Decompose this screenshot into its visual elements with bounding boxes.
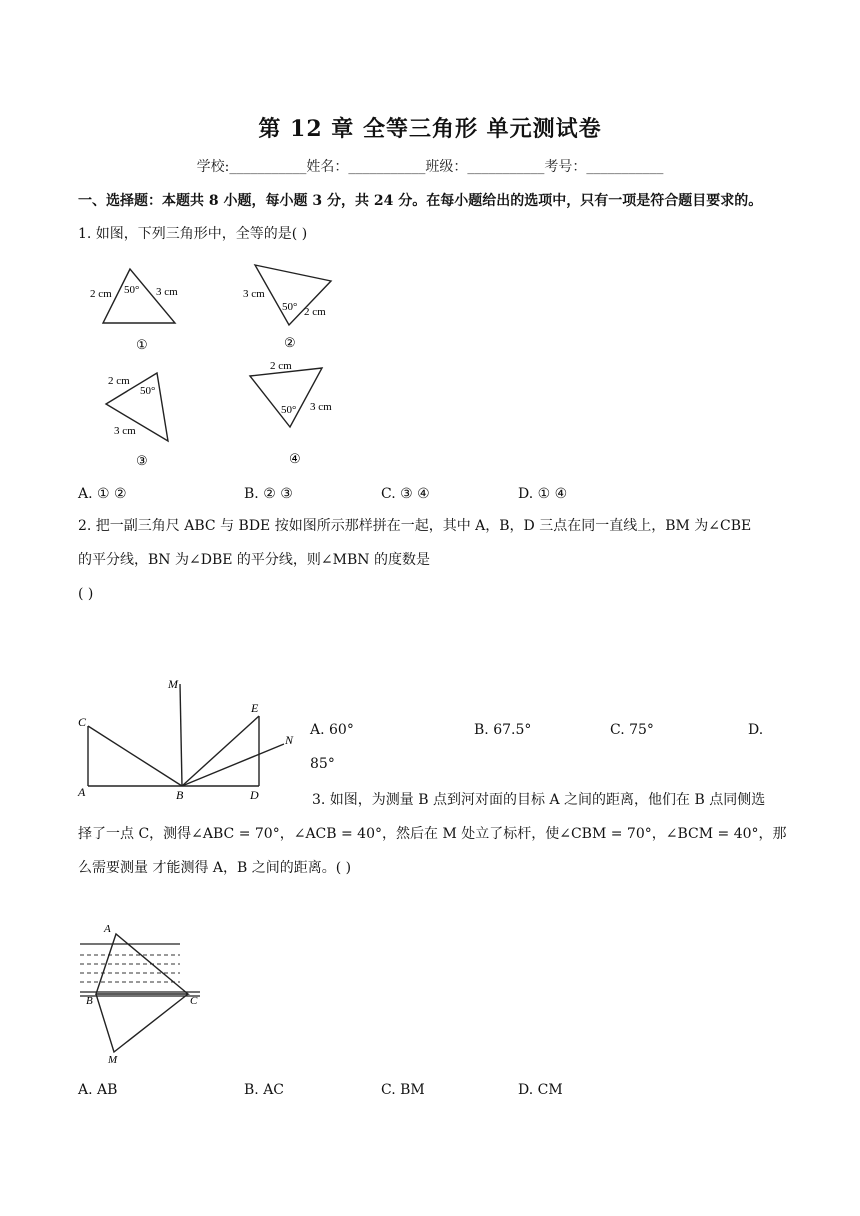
- q3-stem-line2: 择了一点 C，测得∠ABC = 70°，∠ACB = 40°，然后在 M 处立了标杆，使∠CBM = 70°，∠BCM = 40°，那: [78, 826, 787, 842]
- q3-figure: [72, 920, 207, 1068]
- q2-label-b: B: [176, 788, 184, 802]
- q3-stem-line3: 么需要测量 才能测得 A，B 之间的距离。( ): [78, 860, 352, 876]
- t4-top-label: 2 cm: [270, 360, 292, 372]
- q2-option-a: A. 60°: [310, 722, 354, 738]
- t3-bottom-label: 3 cm: [114, 425, 136, 437]
- t4-right-label: 3 cm: [310, 401, 332, 413]
- t4-number: ④: [289, 451, 301, 466]
- q2-stem-line1: 2. 把一副三角尺 ABC 与 BDE 按如图所示那样拼在一起，其中 A，B，D 三点在同一直线上，BM 为∠CBE: [78, 518, 752, 534]
- q2-label-e: E: [251, 701, 259, 715]
- page-title: 第 12 章 全等三角形 单元测试卷: [258, 116, 602, 142]
- t1-right-label: 3 cm: [156, 286, 178, 298]
- q3-stem-line1: 3. 如图，为测量 B 点到河对面的目标 A 之间的距离，他们在 B 点同侧选: [312, 792, 766, 808]
- student-info-line: 学校:___________姓名：___________班级：___________考号：___________: [196, 159, 664, 175]
- q3-label-c: C: [190, 995, 198, 1007]
- t3-angle-label: 50°: [140, 385, 156, 397]
- q2-label-n: N: [285, 733, 294, 747]
- q3-label-b: B: [86, 995, 93, 1007]
- q1-figure: [78, 255, 378, 470]
- q1-option-d: D. ① ④: [518, 486, 568, 502]
- q2-option-d: D.: [748, 722, 764, 738]
- q3-option-b: B. AC: [244, 1082, 285, 1098]
- t2-number: ②: [284, 335, 296, 350]
- q3-option-a: A. AB: [78, 1082, 118, 1098]
- t1-number: ①: [136, 337, 148, 352]
- q2-label-m: M: [168, 677, 178, 691]
- t1-left-label: 2 cm: [90, 288, 112, 300]
- q1-option-b: B. ② ③: [244, 486, 293, 502]
- q1-option-c: C. ③ ④: [381, 486, 430, 502]
- q2-option-d-value: 85°: [310, 756, 335, 772]
- q2-label-a: A: [78, 785, 86, 799]
- q3-option-d: D. CM: [518, 1082, 563, 1098]
- t3-number: ③: [136, 453, 148, 468]
- q2-label-d: D: [250, 788, 259, 802]
- q2-option-b: B. 67.5°: [474, 722, 532, 738]
- q1-option-a: A. ① ②: [78, 486, 127, 502]
- section-heading: 一、选择题：本题共 8 小题，每小题 3 分，共 24 分。在每小题给出的选项中，只有一项是符合题目要求的。: [78, 193, 763, 209]
- t1-angle-label: 50°: [124, 284, 140, 296]
- q3-label-m: M: [108, 1054, 118, 1066]
- t2-angle-label: 50°: [282, 301, 298, 313]
- t2-left-label: 3 cm: [243, 288, 265, 300]
- q2-figure: [72, 672, 300, 802]
- q2-option-c: C. 75°: [610, 722, 654, 738]
- t2-right-label: 2 cm: [304, 306, 326, 318]
- q3-label-a: A: [104, 923, 111, 935]
- q1-stem: 1. 如图，下列三角形中，全等的是( ): [78, 226, 308, 242]
- q2-label-c: C: [78, 715, 87, 729]
- t4-angle-label: 50°: [281, 404, 297, 416]
- q2-stem-line2: 的平分线，BN 为∠DBE 的平分线，则∠MBN 的度数是: [78, 552, 430, 568]
- t3-top-label: 2 cm: [108, 375, 130, 387]
- triangle-4: [250, 368, 322, 427]
- q3-option-c: C. BM: [381, 1082, 425, 1098]
- q2-paren: ( ): [78, 586, 94, 602]
